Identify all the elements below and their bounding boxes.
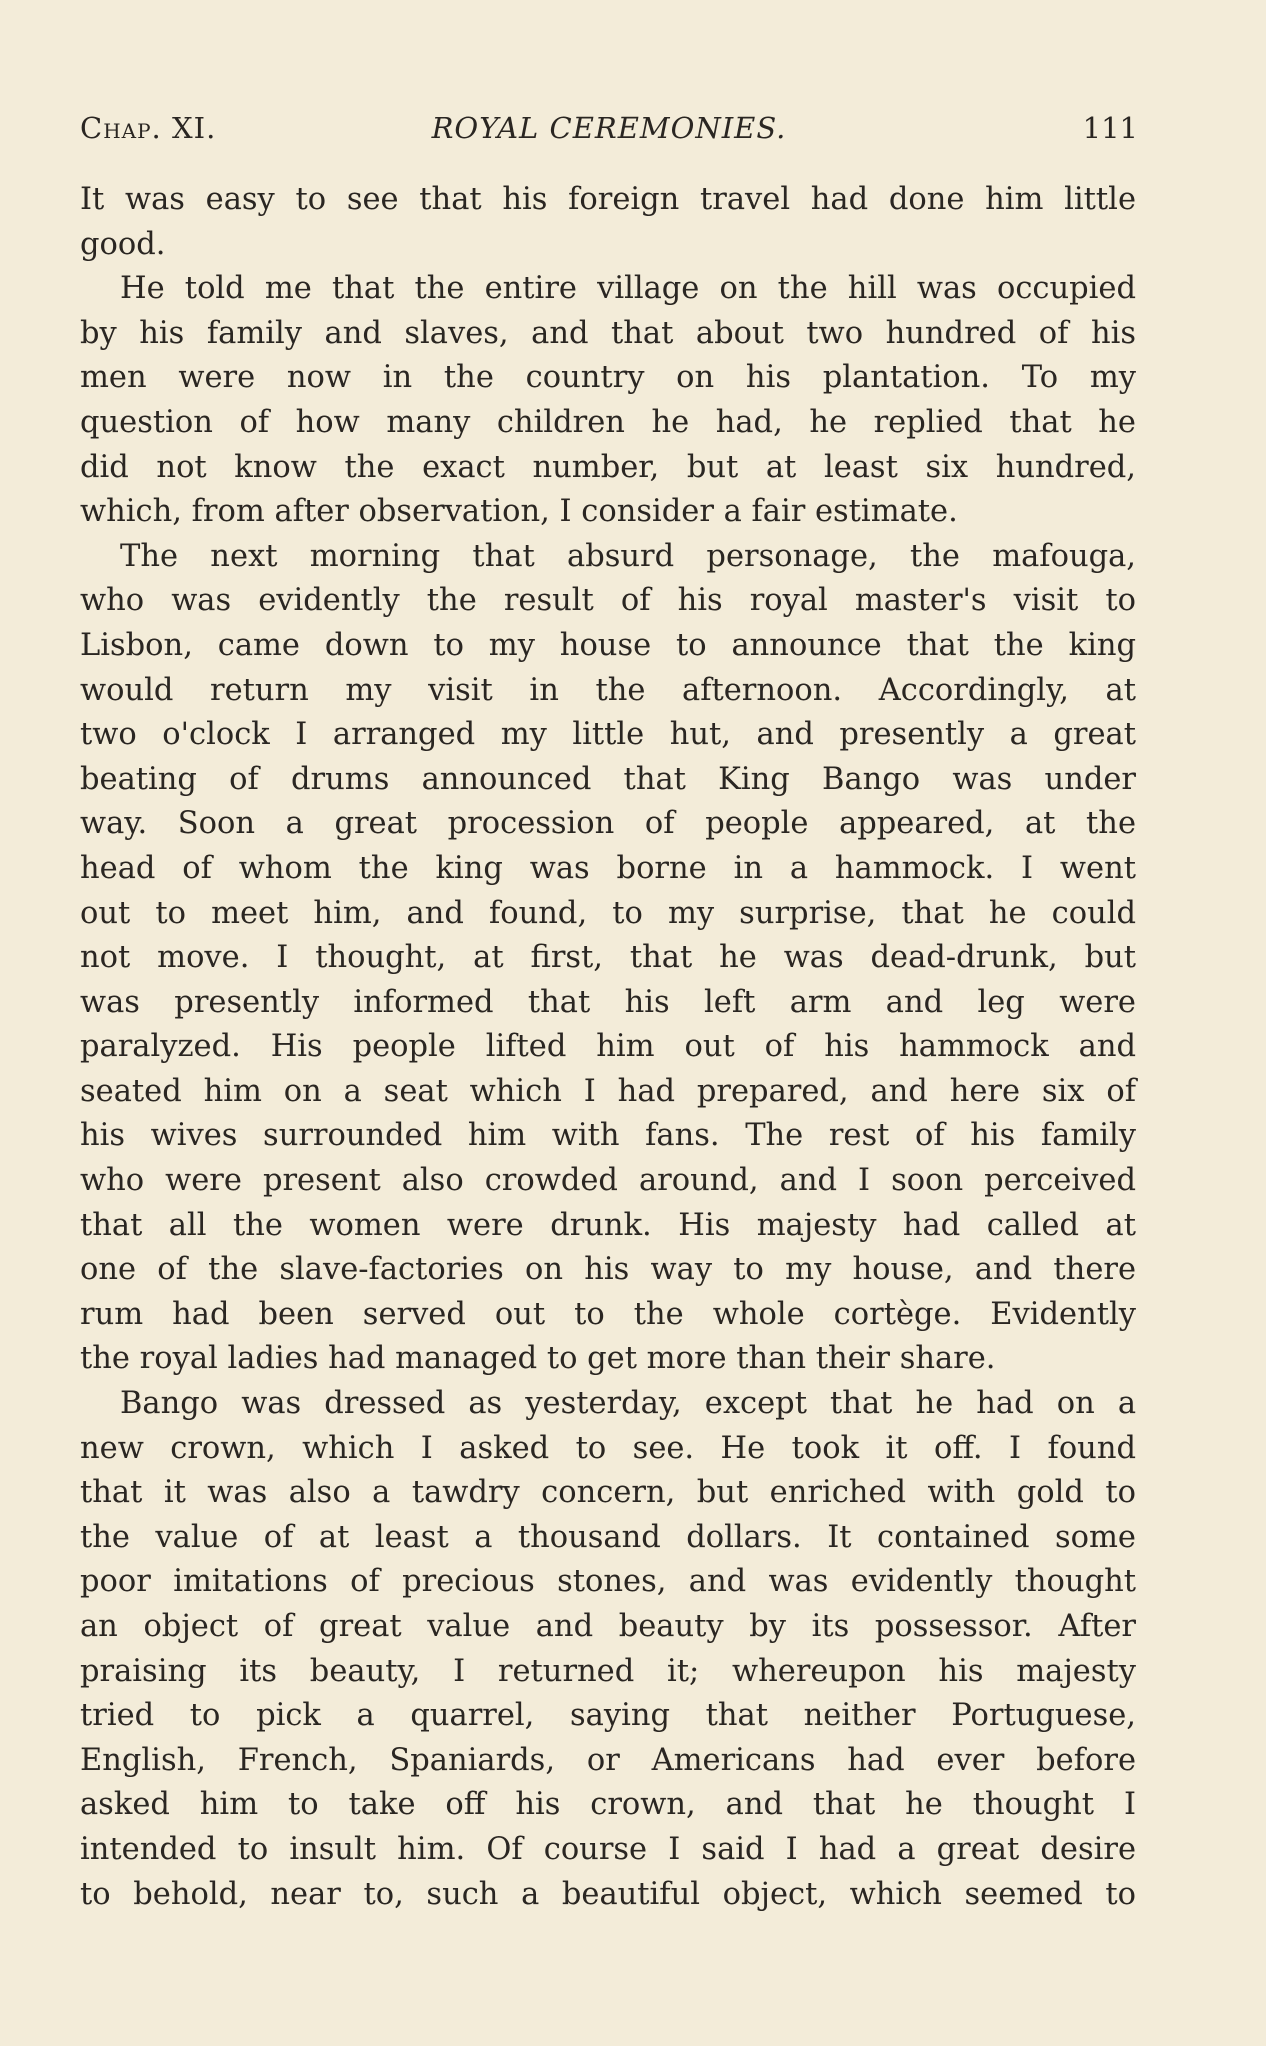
text-line: tried to pick a quarrel, saying that neither Portuguese,: [80, 1698, 1136, 1734]
text-line: his wives surrounded him with fans. The rest of his family: [80, 1118, 1136, 1154]
text-line: new crown, which I asked to see. He took it off. I found: [80, 1430, 1136, 1466]
text-line: not move. I thought, at first, that he was dead-drunk, but: [80, 940, 1136, 976]
text-line: head of whom the king was borne in a hammock. I went: [80, 850, 1136, 886]
text-line: out to meet him, and found, to my surprise, that he could: [80, 895, 1136, 931]
text-line: question of how many children he had, he replied that he: [80, 404, 1136, 440]
text-line: It was easy to see that his foreign travel had done him little: [80, 182, 1136, 217]
body-text: [80, 178, 1136, 1917]
page-number: 111: [1082, 111, 1138, 145]
running-header: [80, 104, 1138, 152]
text-line: Bango was dressed as yesterday, except that he had on a: [120, 1386, 1136, 1422]
text-line: good.: [80, 226, 166, 262]
text-line: would return my visit in the afternoon. Accordingly, at: [80, 672, 1136, 708]
text-line: beating of drums announced that King Bango was under: [80, 761, 1136, 797]
text-line: who was evidently the result of his royal master's visit to: [80, 583, 1136, 619]
text-line: He told me that the entire village on the hill was occupied: [120, 271, 1136, 307]
text-line: The next morning that absurd personage, the mafouga,: [120, 538, 1136, 574]
text-line: who were present also crowded around, and I soon perceived: [80, 1163, 1136, 1199]
running-title: ROYAL CEREMONIES.: [431, 111, 787, 145]
text-line: praising its beauty, I returned it; whereupon his majesty: [80, 1653, 1136, 1689]
text-line: one of the slave-factories on his way to my house, and there: [80, 1252, 1136, 1288]
text-line: was presently informed that his left arm and leg were: [80, 984, 1136, 1020]
text-line: paralyzed. His people lifted him out of his hammock and: [80, 1029, 1136, 1065]
text-line: rum had been served out to the whole cortège. Evidently: [80, 1296, 1136, 1332]
text-line: Lisbon, came down to my house to announce that the king: [80, 627, 1136, 663]
text-line: that it was also a tawdry concern, but enriched with gold to: [80, 1475, 1136, 1511]
text-line: two o'clock I arranged my little hut, and presently a great: [80, 717, 1136, 753]
text-line: the royal ladies had managed to get more than their share.: [80, 1341, 996, 1377]
text-line: seated him on a seat which I had prepared, and here six of: [80, 1073, 1136, 1109]
text-line: an object of great value and beauty by its possessor. After: [80, 1609, 1136, 1644]
text-line: intended to insult him. Of course I said I had a great desire: [80, 1831, 1136, 1867]
text-line: that all the women were drunk. His majesty had called at: [80, 1207, 1136, 1243]
text-line: men were now in the country on his plantation. To my: [80, 360, 1136, 396]
text-line: which, from after observation, I consider a fair estimate.: [80, 494, 958, 530]
text-line: asked him to take off his crown, and that he thought I: [80, 1787, 1136, 1823]
text-line: way. Soon a great procession of people appeared, at the: [80, 806, 1136, 842]
text-line: English, French, Spaniards, or Americans had ever before: [80, 1742, 1136, 1778]
text-line: by his family and slaves, and that about two hundred of his: [80, 315, 1136, 351]
text-line: poor imitations of precious stones, and was evidently thought: [80, 1564, 1136, 1600]
text-line: did not know the exact number, but at least six hundred,: [80, 449, 1136, 485]
text-line: the value of at least a thousand dollars. It contained some: [80, 1519, 1136, 1555]
chapter-label: Chap. XI.: [80, 111, 217, 145]
text-line: to behold, near to, such a beautiful object, which seemed to: [80, 1876, 1136, 1912]
